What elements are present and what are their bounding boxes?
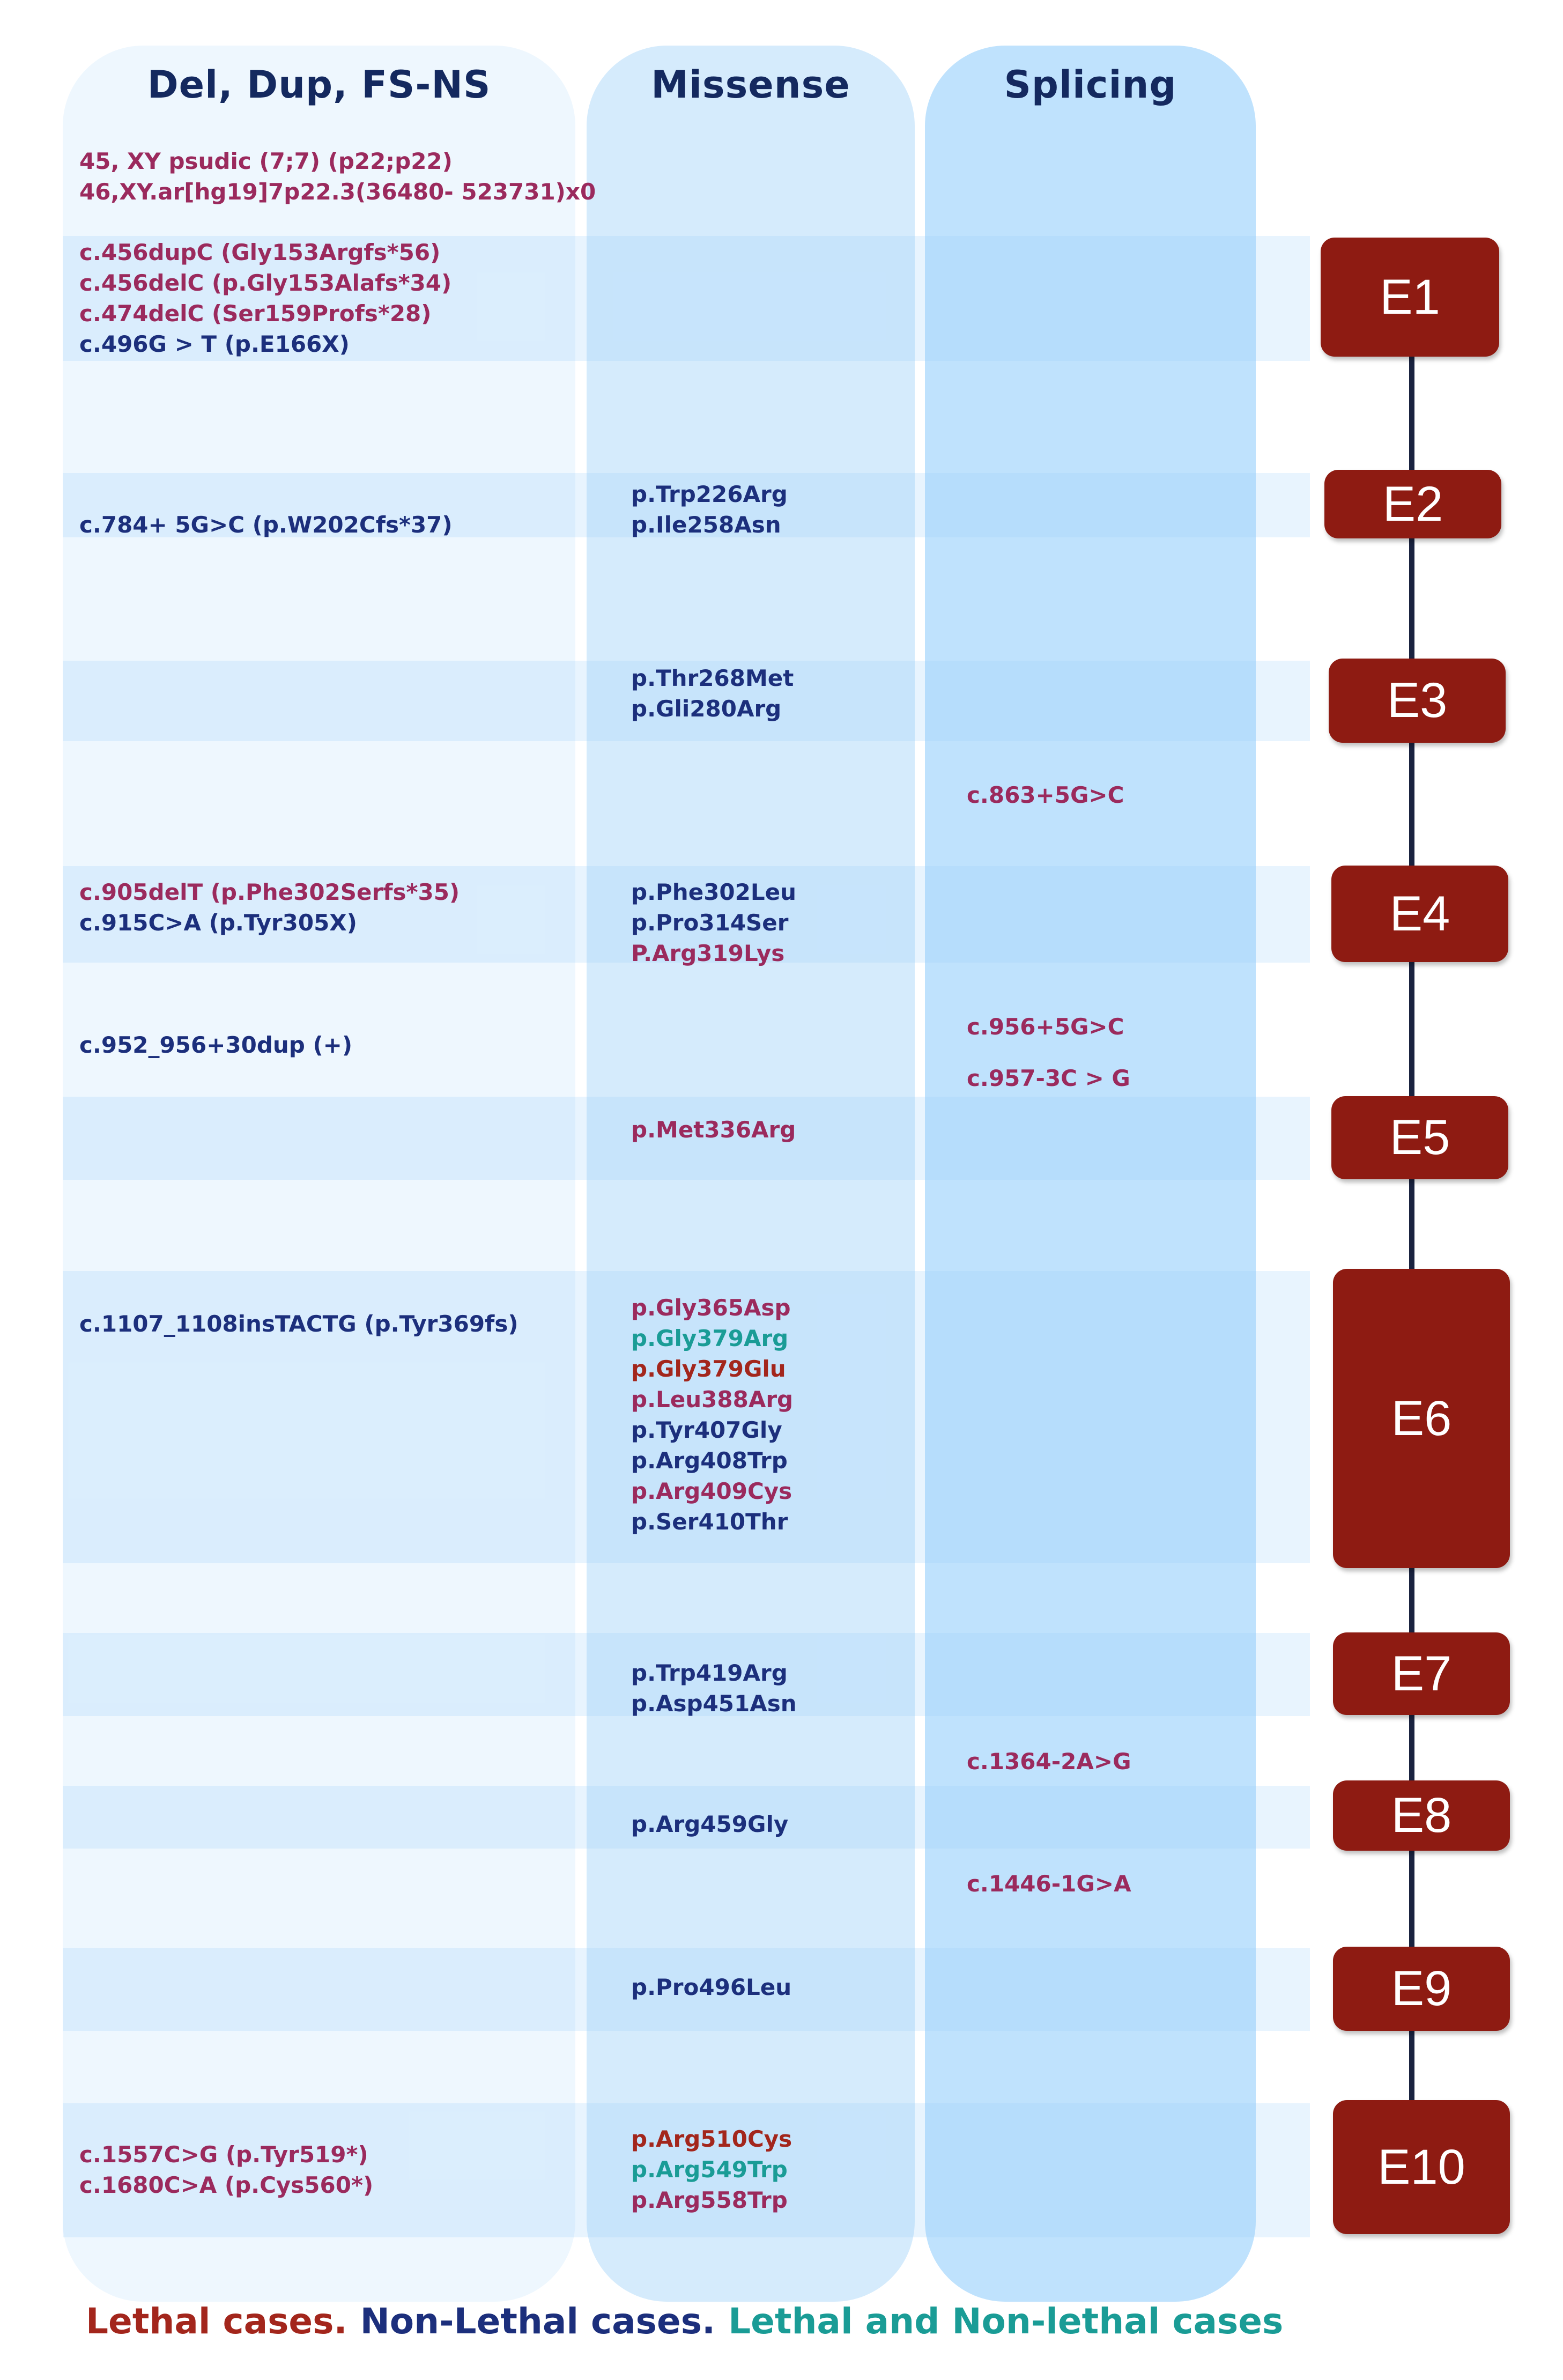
missense-variant: p.Trp226Arg — [631, 481, 788, 507]
exon-e10: E10 — [1333, 2100, 1510, 2234]
legend — [86, 2301, 1296, 2342]
missense-variant: P.Arg319Lys — [631, 940, 785, 966]
splicing-variant: c.1446-1G>A — [967, 1871, 1131, 1897]
missense-variant: p.Arg510Cys — [631, 2126, 792, 2152]
del-variant: c.456dupC (Gly153Argfs*56) — [79, 239, 441, 265]
del-variant: c.1557C>G (p.Tyr519*) — [79, 2141, 368, 2168]
missense-variant: p.Gli280Arg — [631, 696, 782, 722]
del-variant: c.905delT (p.Phe302Serfs*35) — [79, 879, 460, 905]
missense-variant: p.Thr268Met — [631, 665, 794, 691]
del-variant: c.1107_1108insTACTG (p.Tyr369fs) — [79, 1311, 518, 1337]
exon-e8: E8 — [1333, 1780, 1510, 1851]
del-variant: c.1680C>A (p.Cys560*) — [79, 2172, 374, 2198]
exon-e7: E7 — [1333, 1632, 1510, 1715]
missense-variant: p.Arg409Cys — [631, 1478, 792, 1504]
missense-variant: p.Arg549Trp — [631, 2156, 788, 2183]
missense-variant: p.Gly379Arg — [631, 1325, 789, 1351]
missense-variant: p.Arg558Trp — [631, 2187, 788, 2213]
missense-variant: p.Arg408Trp — [631, 1447, 788, 1474]
exon-e5: E5 — [1331, 1096, 1508, 1179]
missense-variant: p.Gly365Asp — [631, 1295, 791, 1321]
missense-variant: p.Ser410Thr — [631, 1509, 788, 1535]
missense-variant: p.Met336Arg — [631, 1117, 796, 1143]
splicing-variant: c.957-3C > G — [967, 1065, 1130, 1091]
exon-e3: E3 — [1329, 659, 1506, 743]
legend-nonlethal: Non-Lethal cases. — [360, 2301, 716, 2342]
del-variant: c.456delC (p.Gly153Alafs*34) — [79, 270, 452, 296]
del-variant: 46,XY.ar[hg19]7p22.3(36480- 523731)x0 — [79, 179, 596, 205]
legend-lethal: Lethal cases. — [86, 2301, 347, 2342]
exon-e2: E2 — [1324, 470, 1501, 538]
del-variant: c.474delC (Ser159Profs*28) — [79, 300, 432, 327]
missense-variant: p.Pro496Leu — [631, 1974, 792, 2000]
missense-variant: p.Ile258Asn — [631, 512, 781, 538]
del-variant: c.784+ 5G>C (p.W202Cfs*37) — [79, 512, 453, 538]
del-column-title: Del, Dup, FS-NS — [147, 63, 491, 107]
splicing-variant: c.956+5G>C — [967, 1014, 1124, 1040]
legend-both: Lethal and Non-lethal cases — [728, 2301, 1284, 2342]
missense-variant: p.Asp451Asn — [631, 1690, 797, 1717]
missense-variant: p.Gly379Glu — [631, 1356, 786, 1382]
del-variant: c.915C>A (p.Tyr305X) — [79, 910, 357, 936]
splicing-variant: c.1364-2A>G — [967, 1748, 1131, 1775]
splicing-column-title: Splicing — [1004, 63, 1177, 107]
missense-variant: p.Arg459Gly — [631, 1811, 789, 1837]
del-variant: 45, XY psudic (7;7) (p22;p22) — [79, 148, 453, 174]
del-variant: c.496G > T (p.E166X) — [79, 331, 350, 357]
missense-variant: p.Leu388Arg — [631, 1386, 794, 1413]
exon-e6: E6 — [1333, 1269, 1510, 1568]
del-variant: c.952_956+30dup (+) — [79, 1032, 353, 1058]
missense-variant: p.Trp419Arg — [631, 1660, 788, 1686]
missense-variant: p.Phe302Leu — [631, 879, 797, 905]
exon-e1: E1 — [1321, 238, 1499, 357]
missense-column-title: Missense — [651, 63, 850, 107]
missense-variant: p.Pro314Ser — [631, 910, 789, 936]
missense-variant: p.Tyr407Gly — [631, 1417, 782, 1443]
exon-e9: E9 — [1333, 1947, 1510, 2031]
exon-e4: E4 — [1331, 866, 1508, 962]
splicing-variant: c.863+5G>C — [967, 782, 1124, 808]
